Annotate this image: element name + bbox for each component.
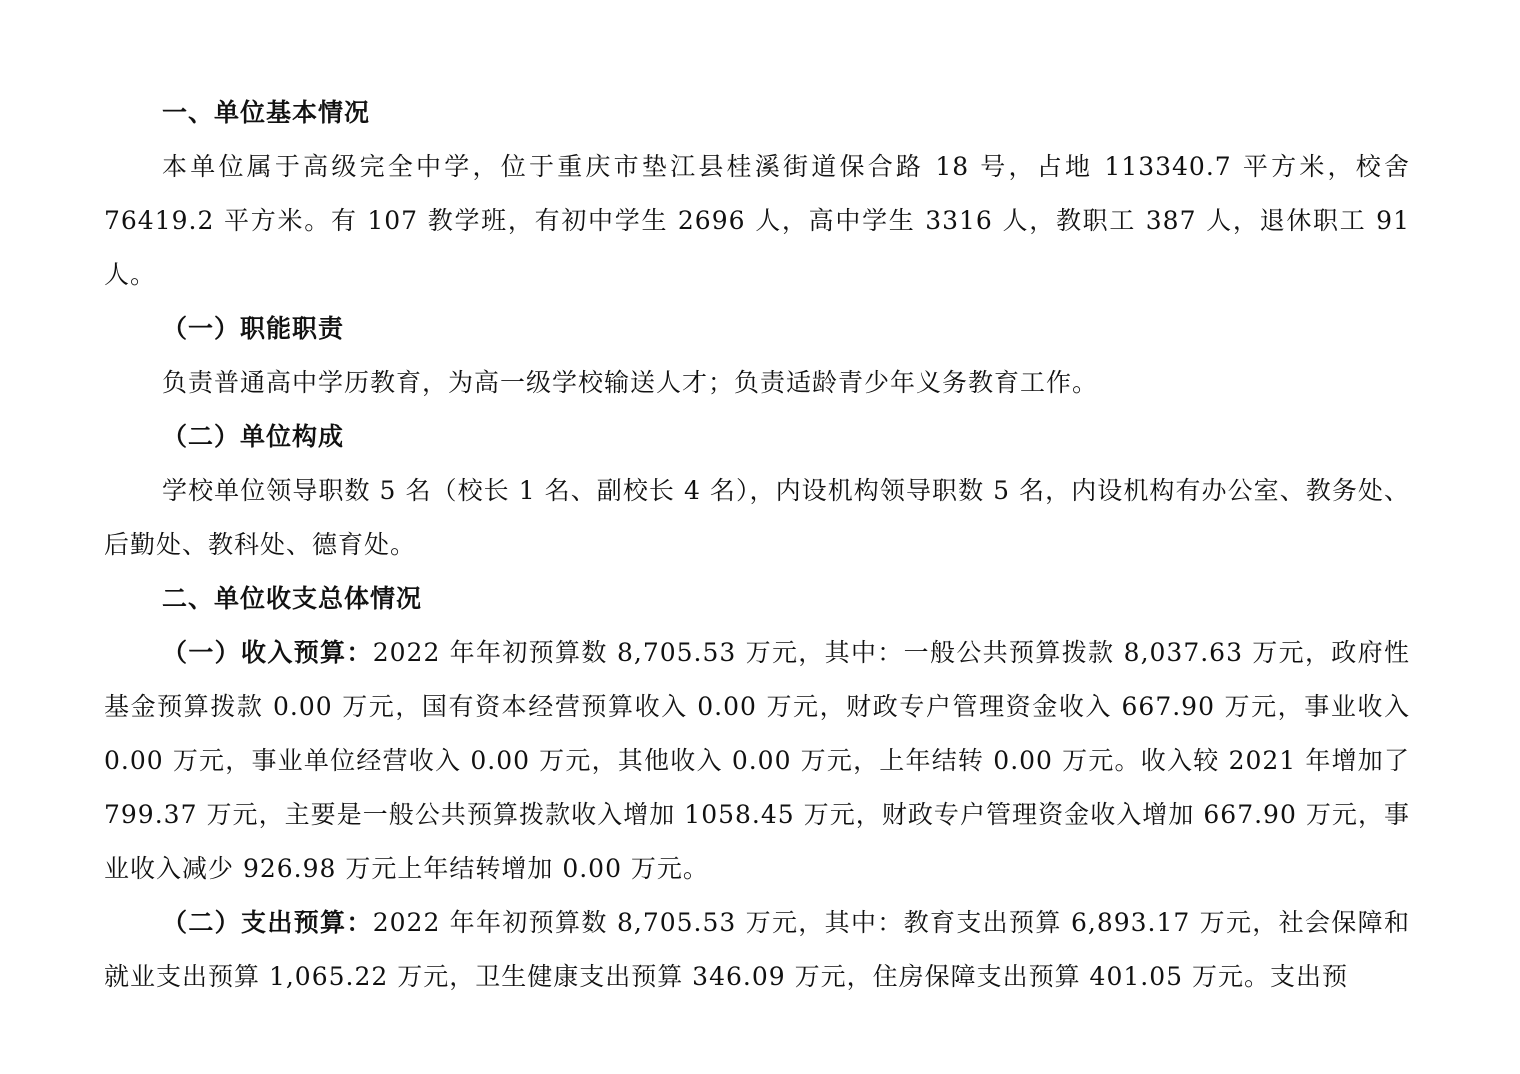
section-1-2-heading: （二）单位构成	[162, 422, 345, 451]
section-1-1-heading: （一）职能职责	[162, 314, 345, 343]
section-1-2-paragraph: 学校单位领导职数 5 名（校长 1 名、副校长 4 名），内设机构领导职数 5 名，内设机构有办公室、教务处、后勤处、教科处、德育处。	[104, 476, 1410, 559]
section-2-heading: 二、单位收支总体情况	[162, 584, 423, 613]
section-2-1-lead: （一）收入预算：	[162, 638, 373, 667]
section-1-1-paragraph: 负责普通高中学历教育，为高一级学校输送人才；负责适龄青少年义务教育工作。	[162, 368, 1099, 397]
section-2-1-paragraph	[104, 626, 1410, 896]
section-1-heading: 一、单位基本情况	[162, 98, 371, 127]
section-1-paragraph: 本单位属于高级完全中学，位于重庆市垫江县桂溪街道保合路 18 号，占地 113340.7 平方米，校舍 76419.2 平方米。有 107 教学班，有初中学生 2696 人，高中学生 3316 人，教职工 387 人，退休职工 91 人。	[104, 152, 1410, 289]
section-2-2-paragraph	[104, 896, 1410, 1004]
section-2-2-lead: （二）支出预算：	[162, 908, 373, 937]
section-2-2-body: 2022 年年初预算数 8,705.53 万元，其中：教育支出预算 6,893.17 万元，社会保障和就业支出预算 1,065.22 万元，卫生健康支出预算 346.09 万元，住房保障支出预算 401.05 万元。支出预	[104, 908, 1410, 991]
section-2-1-body: 2022 年年初预算数 8,705.53 万元，其中：一般公共预算拨款 8,037.63 万元，政府性基金预算拨款 0.00 万元，国有资本经营预算收入 0.00 万元，财政专户管理资金收入 667.90 万元，事业收入 0.00 万元，事业单位经营收入 0.00 万元，其他收入 0.00 万元，上年结转 0.00 万元。收入较 2021 年增加了 799.37 万元，主要是一般公共预算拨款收入增加 1058.45 万元，财政专户管理资金收入增加 667.90 万元，事业收入减少 926.98 万元上年结转增加 0.00 万元。	[104, 638, 1410, 883]
